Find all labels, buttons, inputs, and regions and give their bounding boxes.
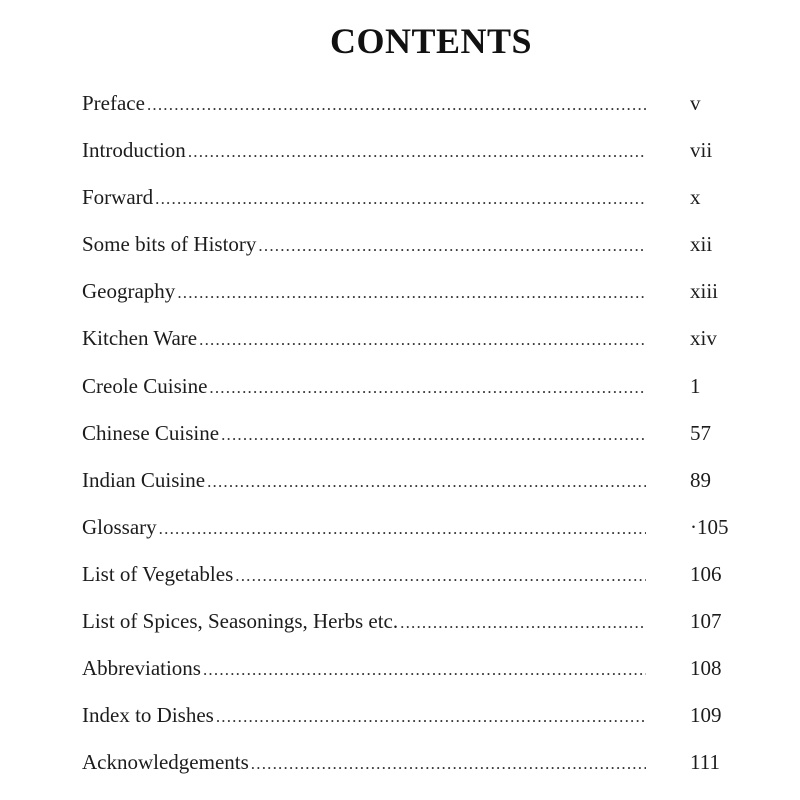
toc-entry-label: Acknowledgements (82, 750, 249, 775)
toc-entry-spices[interactable] (82, 604, 750, 651)
toc-entry-history[interactable] (82, 227, 750, 274)
dot-leader (251, 747, 690, 781)
toc-entry-page: 1 (690, 373, 701, 398)
toc-entry-acknowledgements[interactable] (82, 745, 750, 792)
toc-entry-label: Preface (82, 91, 145, 115)
dot-leader (155, 182, 690, 216)
toc-entry-label: List of Spices, Seasonings, Herbs etc. (82, 609, 399, 634)
dot-leader (209, 371, 690, 405)
toc-entry-page: 57 (690, 420, 711, 445)
toc-entry-abbreviations[interactable] (82, 651, 750, 698)
toc-entry-page: xiv (690, 326, 717, 351)
toc-entry-introduction[interactable] (82, 133, 750, 180)
toc-entry-kitchen-ware[interactable] (82, 321, 750, 368)
toc-entry-label: Chinese Cuisine (82, 420, 220, 445)
toc-entry-page: 107 (690, 609, 722, 634)
toc-entry-vegetables[interactable] (82, 557, 750, 604)
toc-entry-page: 111 (690, 750, 720, 775)
dot-leader (159, 512, 690, 546)
dot-leader (207, 465, 690, 499)
toc-entry-index-to-dishes[interactable] (82, 698, 750, 745)
toc-entry-page: 89 (690, 467, 711, 492)
toc-entry-preface[interactable] (82, 86, 750, 133)
toc-entry-label: Glossary (82, 514, 157, 539)
toc-entry-label: Index to Dishes (82, 703, 214, 728)
dot-leader (199, 323, 690, 357)
toc-entry-chinese-cuisine[interactable] (82, 416, 750, 463)
toc-entry-indian-cuisine[interactable] (82, 463, 750, 510)
toc-entry-label: Geography (82, 279, 176, 304)
dot-leader (400, 606, 690, 640)
toc-entry-label: Abbreviations (82, 656, 201, 681)
dot-leader (147, 88, 690, 122)
dot-leader (216, 700, 690, 734)
toc-entry-creole-cuisine[interactable] (82, 369, 750, 416)
toc-entry-page: ·105 (690, 514, 729, 539)
dot-leader (177, 276, 690, 310)
toc-entry-geography[interactable] (82, 274, 750, 321)
toc-entry-label: Kitchen Ware (82, 326, 198, 351)
toc-entry-page: vii (690, 138, 713, 163)
toc-entry-page: 106 (690, 561, 722, 586)
toc-entry-label: Forward (82, 185, 154, 210)
toc-entry-page: x (690, 185, 701, 210)
dot-leader (188, 135, 690, 169)
toc-entry-page: 108 (690, 656, 722, 681)
dot-leader (203, 653, 690, 687)
dot-leader (258, 229, 690, 263)
toc-entry-forward[interactable] (82, 180, 750, 227)
toc-entry-page: 109 (690, 703, 722, 728)
toc-entry-page: xiii (690, 279, 719, 304)
toc-entry-page: v (690, 91, 701, 115)
dot-leader (221, 418, 690, 452)
toc-entry-label: Some bits of History (82, 232, 257, 257)
toc-entry-glossary[interactable] (82, 510, 750, 557)
toc-entry-label: Creole Cuisine (82, 373, 208, 398)
toc-entry-page: xii (690, 232, 713, 257)
dot-leader (235, 559, 690, 593)
toc-entry-label: Indian Cuisine (82, 467, 206, 492)
table-of-contents (82, 86, 750, 792)
toc-entry-label: Introduction (82, 138, 186, 163)
page-title: CONTENTS (329, 21, 533, 61)
toc-entry-label: List of Vegetables (82, 561, 234, 586)
